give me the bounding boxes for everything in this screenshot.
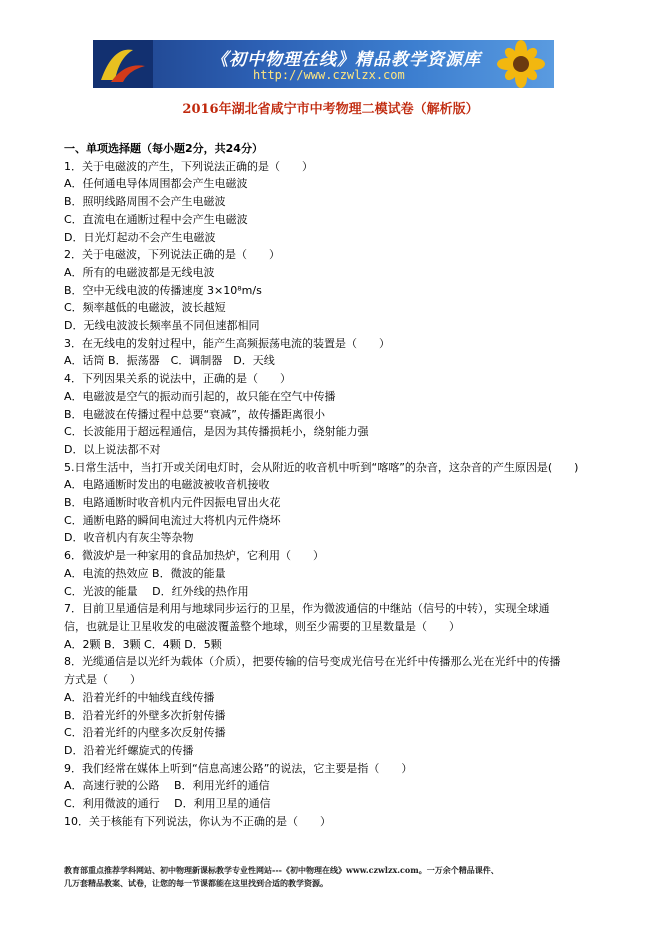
question-text: 7．目前卫星通信是利用与地球同步运行的卫星，作为微波通信的中继站（信号的中转），实现全球通 — [64, 602, 550, 616]
answer-option: C．通断电路的瞬间电流过大将机内元件烧坏 — [64, 513, 281, 527]
answer-option: C．光波的能量 D．红外线的热作用 — [64, 584, 249, 598]
question-text: 信，也就是让卫星收发的电磁波覆盖整个地球，则至少需要的卫星数量是（ ） — [64, 619, 460, 633]
answer-option: A．电路通断时发出的电磁波被收音机接收 — [64, 478, 270, 492]
answer-option: D．沿着光纤螺旋式的传播 — [64, 743, 194, 757]
site-logo — [93, 40, 153, 88]
answer-option: C．利用微波的通行 D．利用卫星的通信 — [64, 797, 271, 811]
answer-option: D．收音机内有灰尘等杂物 — [64, 531, 194, 545]
answer-option: A．电流的热效应 B．微波的能量 — [64, 566, 226, 580]
question-text: 方式是（ ） — [64, 673, 141, 687]
question-text: 2．关于电磁波，下列说法正确的是（ ） — [64, 248, 280, 262]
page-title: 2016年湖北省咸宁市中考物理二模试卷（解析版） — [182, 102, 479, 117]
section-heading: 一、单项选择题（每小题2分，共24分） — [64, 142, 263, 155]
answer-option: B．沿着光纤的外壁多次折射传播 — [64, 708, 226, 722]
question-text: 6．微波炉是一种家用的食品加热炉，它利用（ ） — [64, 549, 324, 563]
question-text: 1．关于电磁波的产生，下列说法正确的是（ ） — [64, 159, 313, 173]
answer-option: D．日光灯起动不会产生电磁波 — [64, 230, 216, 244]
answer-option: A．所有的电磁波都是无线电波 — [64, 265, 215, 279]
answer-option: C．沿着光纤的内壁多次反射传播 — [64, 726, 226, 740]
question-list — [64, 140, 604, 830]
question-text: 5.日常生活中，当打开或关闭电灯时，会从附近的收音机中听到“喀喀”的杂音，这杂音的产生原因是( ) — [64, 460, 579, 474]
question-text: 4．下列因果关系的说法中，正确的是（ ） — [64, 372, 291, 386]
answer-option: B．电路通断时收音机内元件因振电冒出火花 — [64, 496, 281, 510]
question-text: 3．在无线电的发射过程中，能产生高频振荡电流的装置是（ ） — [64, 336, 390, 350]
footer-line-1: 教育部重点推荐学科网站、初中物理新课标教学专业性网站---《初中物理在线》www.czwlzx.com。一万余个精品课件、 — [64, 865, 499, 875]
answer-option: B．照明线路周围不会产生电磁波 — [64, 195, 226, 209]
page-footer — [64, 864, 604, 890]
answer-option: A．话筒 B．振荡器 C．调制器 D．天线 — [64, 354, 275, 368]
answer-option: A．高速行驶的公路 B．利用光纤的通信 — [64, 779, 270, 793]
answer-option: A．电磁波是空气的振动而引起的，故只能在空气中传播 — [64, 389, 336, 403]
answer-option: B．电磁波在传播过程中总要“衰减”，故传播距离很小 — [64, 407, 325, 421]
question-text: 8．光缆通信是以光纤为载体（介质），把要传输的信号变成光信号在光纤中传播那么光在光纤中的传播 — [64, 655, 561, 669]
answer-option: A．任何通电导体周围都会产生电磁波 — [64, 177, 248, 191]
answer-option: B．空中无线电波的传播速度 3×10⁸m/s — [64, 283, 262, 297]
question-text: 9．我们经常在媒体上听到“信息高速公路”的说法，它主要是指（ ） — [64, 761, 413, 775]
answer-option: A．沿着光纤的中轴线直线传播 — [64, 690, 215, 704]
answer-option: D．无线电波波长频率虽不同但速都相同 — [64, 319, 260, 333]
sunflower-icon — [488, 40, 554, 88]
banner-url: http://www.czwlzx.com — [253, 68, 405, 82]
answer-option: C．直流电在通断过程中会产生电磁波 — [64, 212, 248, 226]
header-banner — [93, 40, 554, 88]
answer-option: C．频率越低的电磁波，波长越短 — [64, 301, 226, 315]
banner-title: 《初中物理在线》精品教学资源库 — [211, 50, 481, 70]
question-text: 10．关于核能有下列说法，你认为不正确的是（ ） — [64, 814, 331, 828]
answer-option: C．长波能用于超远程通信，是因为其传播损耗小，绕射能力强 — [64, 425, 369, 439]
answer-option: A．2颗 B．3颗 C．4颗 D．5颗 — [64, 637, 222, 651]
answer-option: D．以上说法都不对 — [64, 442, 161, 456]
footer-line-2: 几万套精品教案、试卷，让您的每一节课都能在这里找到合适的教学资源。 — [64, 878, 328, 888]
